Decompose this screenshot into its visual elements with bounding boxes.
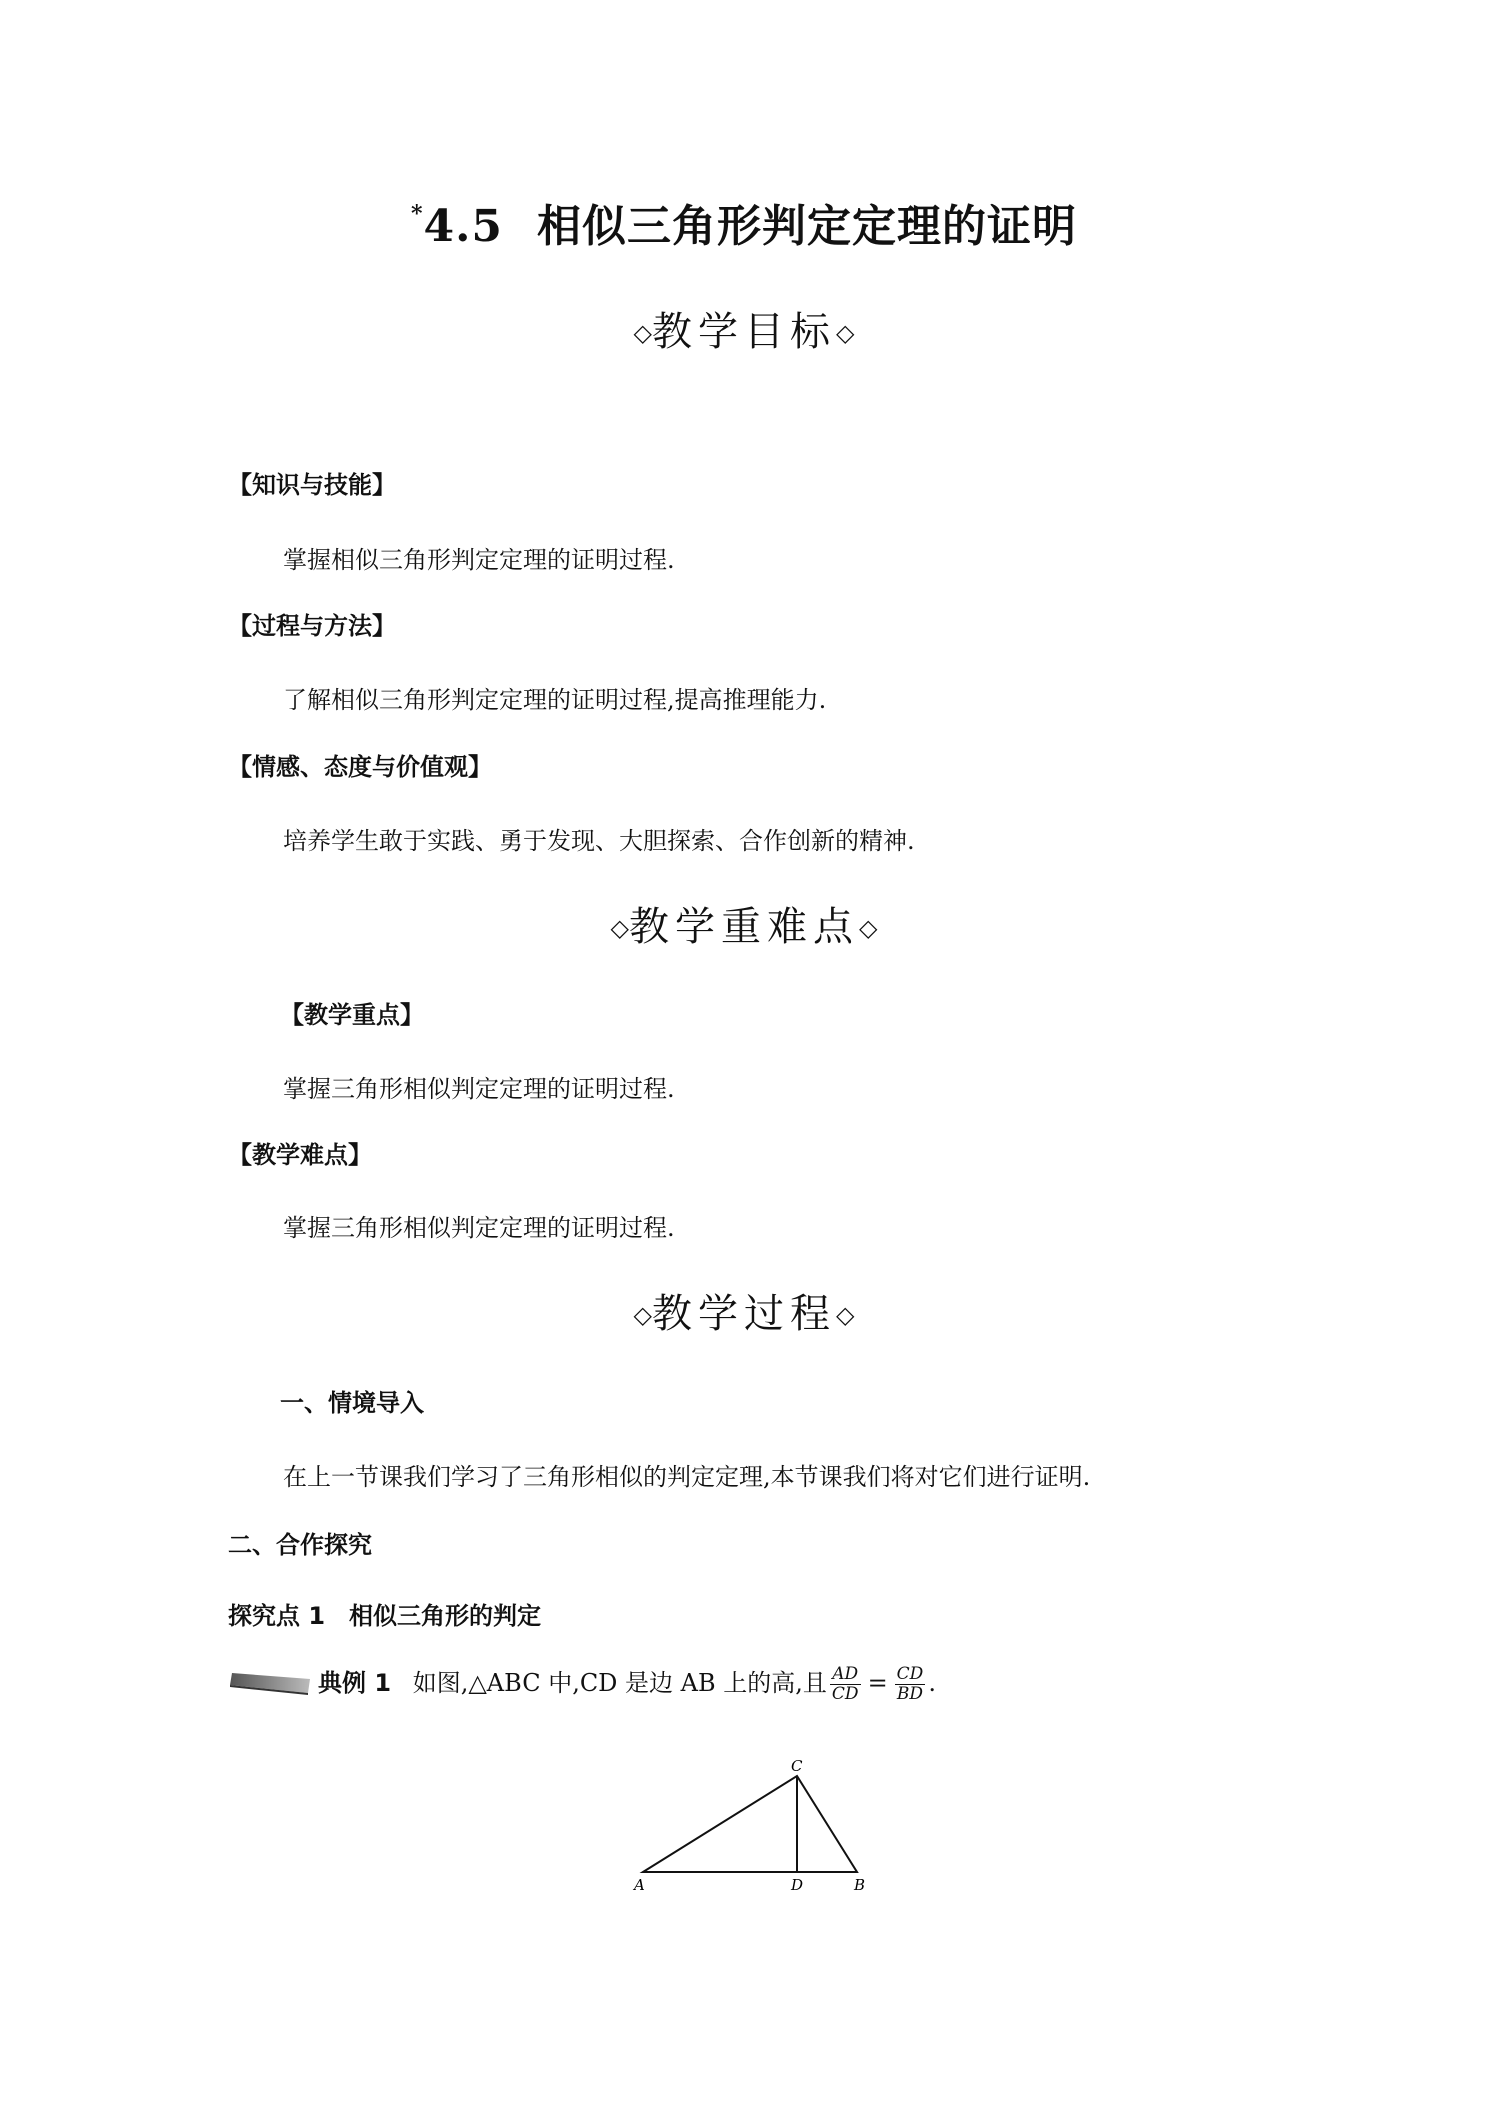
knowledge-text: 掌握相似三角形判定定理的证明过程. xyxy=(283,546,675,574)
diamond-icon: ◇ xyxy=(633,1301,652,1329)
fraction-ad-cd xyxy=(830,1665,861,1704)
equals-sign: = xyxy=(867,1669,888,1697)
explore-heading: 二、合作探究 xyxy=(228,1531,372,1559)
section-key-points xyxy=(0,895,1488,952)
intro-text: 在上一节课我们学习了三角形相似的判定定理,本节课我们将对它们进行证明. xyxy=(283,1463,1091,1491)
point1-heading: 探究点 1 相似三角形的判定 xyxy=(228,1602,542,1630)
emotion-text: 培养学生敢于实践、勇于发现、大胆探索、合作创新的精神. xyxy=(283,827,915,855)
diamond-icon: ◇ xyxy=(836,1301,855,1329)
label-c: C xyxy=(791,1757,803,1775)
section-process xyxy=(0,1282,1488,1339)
triangle-figure xyxy=(620,1755,880,1905)
section-goals xyxy=(0,300,1488,357)
example-label: 典例 1 xyxy=(318,1669,392,1697)
fraction-cd-bd xyxy=(895,1665,926,1704)
fraction-numerator: AD xyxy=(830,1665,861,1685)
focus-heading: 【教学重点】 xyxy=(280,1001,424,1029)
example-end: . xyxy=(928,1669,936,1697)
label-b: B xyxy=(854,1876,866,1894)
title-number: 4.5 xyxy=(423,201,504,252)
section-process-title: 教学过程 xyxy=(652,1291,836,1337)
example-tag-icon xyxy=(228,1669,312,1695)
method-text: 了解相似三角形判定定理的证明过程,提高推理能力. xyxy=(283,686,827,714)
emotion-heading: 【情感、态度与价值观】 xyxy=(228,753,492,781)
page-title xyxy=(0,190,1488,254)
difficulty-heading: 【教学难点】 xyxy=(228,1141,372,1169)
diamond-icon: ◇ xyxy=(633,319,652,347)
fraction-denominator: CD xyxy=(831,1684,859,1704)
intro-heading: 一、情境导入 xyxy=(280,1389,424,1417)
diamond-icon: ◇ xyxy=(859,914,878,942)
triangle-abc xyxy=(643,1776,857,1872)
section-goals-title: 教学目标 xyxy=(652,309,836,355)
method-heading: 【过程与方法】 xyxy=(228,612,396,640)
example-1 xyxy=(228,1663,936,1704)
diamond-icon: ◇ xyxy=(836,319,855,347)
title-star: * xyxy=(410,201,424,227)
fraction-denominator: BD xyxy=(896,1684,924,1704)
focus-text: 掌握三角形相似判定定理的证明过程. xyxy=(283,1075,675,1103)
section-key-points-title: 教学重难点 xyxy=(629,904,859,950)
fraction-numerator: CD xyxy=(896,1664,924,1684)
title-text: 相似三角形判定定理的证明 xyxy=(537,201,1078,252)
diamond-icon: ◇ xyxy=(610,914,629,942)
difficulty-text: 掌握三角形相似判定定理的证明过程. xyxy=(283,1214,675,1242)
example-text: 如图,△ABC 中,CD 是边 AB 上的高,且 xyxy=(412,1669,827,1697)
label-d: D xyxy=(791,1876,804,1894)
label-a: A xyxy=(634,1876,645,1894)
knowledge-heading: 【知识与技能】 xyxy=(228,471,396,499)
